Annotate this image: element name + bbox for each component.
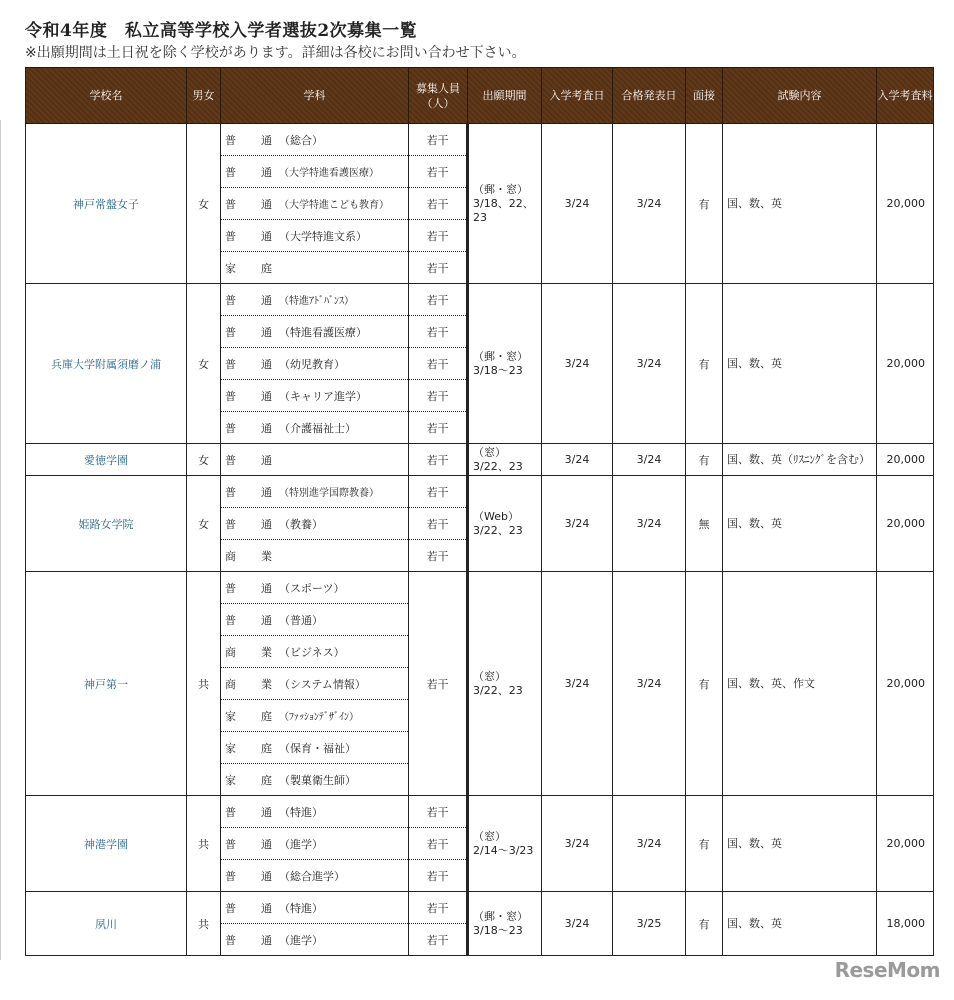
subject-course: （総合） [279,133,323,147]
exam-content: 国、数、英 [723,796,877,892]
subject-kanji: 家 [225,709,236,723]
result-date: 3/24 [613,284,686,444]
subject-course: （ﾌｧｯｼｮﾝﾃﾞｻﾞｲﾝ） [279,711,359,723]
interview: 有 [686,572,723,796]
subject [221,892,409,924]
recruit-count: 若干 [409,508,468,540]
subject-kanji: 庭 [261,261,272,275]
subject-kanji: 通 [261,613,272,627]
subject-kanji: 普 [225,133,236,147]
table-row [26,476,934,508]
subject-kanji: 通 [261,485,272,499]
subject-kanji: 家 [225,261,236,275]
subject [221,860,409,892]
application-period: （郵・窓）3/18、22、23 [468,124,542,284]
recruit-count: 若干 [409,860,468,892]
subject-course: （大学特進こども教育） [279,199,389,211]
subject-kanji: 通 [261,933,272,947]
subject [221,380,409,412]
exam-date: 3/24 [542,444,613,476]
subject-kanji: 通 [261,837,272,851]
recruit-count: 若干 [409,828,468,860]
subject-kanji: 普 [225,485,236,499]
subject [221,764,409,796]
subject-course: （システム情報） [279,677,366,691]
exam-date: 3/24 [542,476,613,572]
subject-kanji: 普 [225,805,236,819]
exam-fee: 20,000 [877,444,934,476]
subject-kanji: 通 [261,357,272,371]
interview: 有 [686,892,723,956]
subject [221,284,409,316]
recruitment-table [25,67,934,956]
exam-content: 国、数、英 [723,892,877,956]
subject-course: （特進看護医療） [279,325,367,339]
exam-content: 国、数、英 [723,284,877,444]
recruit-count: 若干 [409,380,468,412]
subject-course: （製菓衛生師） [279,773,356,787]
subject-kanji: 通 [261,133,272,147]
subject [221,572,409,604]
gender: 女 [187,284,221,444]
school-name: 兵庫大学附属須磨ノ浦 [26,284,187,444]
subject-kanji: 通 [261,421,272,435]
gender: 共 [187,572,221,796]
subject [221,636,409,668]
interview: 無 [686,476,723,572]
subject [221,828,409,860]
exam-date: 3/24 [542,124,613,284]
exam-fee: 20,000 [877,572,934,796]
page-note: ※出願期間は土日祝を除く学校があります。詳細は各校にお問い合わせ下さい。 [25,45,526,61]
application-period: （窓）2/14〜3/23 [468,796,542,892]
subject-course: （普通） [279,613,323,627]
table-row [26,444,934,476]
table-row [26,572,934,604]
subject-kanji: 通 [261,517,272,531]
table-header [26,68,934,124]
subject [221,444,409,476]
subject [221,540,409,572]
subject-kanji: 通 [261,869,272,883]
header-recruit: 募集人員（人） [409,68,468,124]
subject-course: （特別進学国際教養） [279,487,379,499]
exam-fee: 20,000 [877,476,934,572]
subject-kanji: 普 [225,357,236,371]
subject-kanji: 業 [261,677,272,691]
subject [221,188,409,220]
subject-course: （スポーツ） [279,581,345,595]
subject [221,924,409,956]
subject [221,476,409,508]
table-row [26,124,934,156]
interview: 有 [686,796,723,892]
header-fee: 入学考査料 [877,68,934,124]
recruit-count: 若干 [409,124,468,156]
subject-kanji: 通 [261,389,272,403]
subject [221,508,409,540]
subject-kanji: 商 [225,677,236,691]
subject-course: （保育・福祉） [279,741,356,755]
subject [221,124,409,156]
recruit-count: 若干 [409,348,468,380]
header-subject: 学科 [221,68,409,124]
recruit-count: 若干 [409,892,468,924]
header-gender: 男女 [187,68,221,124]
recruit-count: 若干 [409,188,468,220]
header-interview: 面接 [686,68,723,124]
exam-content: 国、数、英、作文 [723,572,877,796]
subject [221,796,409,828]
subject [221,252,409,284]
exam-content: 国、数、英（ﾘｽﾆﾝｸﾞを含む） [723,444,877,476]
subject-kanji: 業 [261,645,272,659]
subject-kanji: 普 [225,901,236,915]
subject-kanji: 通 [261,325,272,339]
recruit-count: 若干 [409,572,468,796]
subject-kanji: 普 [225,613,236,627]
subject-course: （特進） [279,901,323,915]
subject-course: （ビジネス） [279,645,345,659]
subject-course: （特進ｱﾄﾞﾊﾞﾝｽ） [279,295,354,307]
result-date: 3/24 [613,796,686,892]
subject-kanji: 普 [225,869,236,883]
school-name: 夙川 [26,892,187,956]
subject-course: （幼児教育） [279,357,345,371]
subject-kanji: 通 [261,581,272,595]
interview: 有 [686,284,723,444]
exam-fee: 18,000 [877,892,934,956]
subject-kanji: 庭 [261,773,272,787]
subject [221,668,409,700]
exam-content: 国、数、英 [723,476,877,572]
gender: 女 [187,124,221,284]
subject-kanji: 普 [225,933,236,947]
table-row [26,892,934,924]
subject [221,220,409,252]
resemom-logo: ReseMom [834,958,940,982]
recruit-count: 若干 [409,252,468,284]
result-date: 3/24 [613,444,686,476]
interview: 有 [686,444,723,476]
result-date: 3/24 [613,476,686,572]
gender: 共 [187,892,221,956]
header-period: 出願期間 [468,68,542,124]
table-row [26,796,934,828]
subject-course: （キャリア進学） [279,389,367,403]
subject-kanji: 普 [225,325,236,339]
subject-kanji: 業 [261,549,272,563]
subject-kanji: 普 [225,517,236,531]
exam-date: 3/24 [542,796,613,892]
interview: 有 [686,124,723,284]
exam-content: 国、数、英 [723,124,877,284]
gender: 共 [187,796,221,892]
subject-kanji: 通 [261,229,272,243]
table-row [26,284,934,316]
result-date: 3/25 [613,892,686,956]
recruit-count: 若干 [409,284,468,316]
recruit-count: 若干 [409,540,468,572]
subject-kanji: 通 [261,805,272,819]
subject-kanji: 通 [261,293,272,307]
subject-course: （進学） [279,933,323,947]
subject-kanji: 普 [225,421,236,435]
subject-kanji: 庭 [261,741,272,755]
subject-kanji: 通 [261,165,272,179]
subject-kanji: 普 [225,837,236,851]
school-name: 神戸常盤女子 [26,124,187,284]
school-name: 愛徳学園 [26,444,187,476]
school-name: 神港学園 [26,796,187,892]
exam-date: 3/24 [542,284,613,444]
recruit-count: 若干 [409,476,468,508]
application-period: （郵・窓）3/18〜23 [468,284,542,444]
subject [221,348,409,380]
subject-kanji: 通 [261,453,272,467]
subject-kanji: 普 [225,581,236,595]
recruit-count: 若干 [409,412,468,444]
subject-kanji: 普 [225,229,236,243]
exam-fee: 20,000 [877,124,934,284]
subject [221,700,409,732]
subject [221,316,409,348]
school-name: 姫路女学院 [26,476,187,572]
recruit-count: 若干 [409,444,468,476]
header-result-date: 合格発表日 [613,68,686,124]
header-exam-date: 入学考査日 [542,68,613,124]
page-title: 令和4年度 私立高等学校入学者選抜2次募集一覧 [25,21,418,41]
gender: 女 [187,476,221,572]
recruit-count: 若干 [409,220,468,252]
subject [221,604,409,636]
application-period: （Web）3/22、23 [468,476,542,572]
subject-kanji: 家 [225,773,236,787]
application-period: （窓）3/22、23 [468,572,542,796]
subject-kanji: 普 [225,197,236,211]
subject [221,156,409,188]
school-name: 神戸第一 [26,572,187,796]
subject-kanji: 商 [225,645,236,659]
application-period: （郵・窓）3/18〜23 [468,892,542,956]
subject-course: （教養） [279,517,323,531]
subject-course: （大学特進看護医療） [279,167,379,179]
result-date: 3/24 [613,572,686,796]
header-exam-content: 試験内容 [723,68,877,124]
subject-kanji: 普 [225,389,236,403]
recruit-count: 若干 [409,924,468,956]
subject-kanji: 普 [225,453,236,467]
exam-date: 3/24 [542,892,613,956]
header-school: 学校名 [26,68,187,124]
exam-date: 3/24 [542,572,613,796]
page-edge [0,120,1,960]
subject-course: （大学特進文系） [279,229,367,243]
subject-course: （介護福祉士） [279,421,356,435]
recruit-count: 若干 [409,796,468,828]
gender: 女 [187,444,221,476]
subject [221,412,409,444]
exam-fee: 20,000 [877,796,934,892]
application-period: （窓）3/22、23 [468,444,542,476]
recruit-count: 若干 [409,156,468,188]
subject-kanji: 通 [261,901,272,915]
subject-kanji: 普 [225,293,236,307]
subject-kanji: 商 [225,549,236,563]
subject-course: （特進） [279,805,323,819]
subject-course: （総合進学） [279,869,345,883]
subject-kanji: 家 [225,741,236,755]
exam-fee: 20,000 [877,284,934,444]
subject-course: （進学） [279,837,323,851]
subject-kanji: 普 [225,165,236,179]
subject-kanji: 通 [261,197,272,211]
recruit-count: 若干 [409,316,468,348]
subject [221,732,409,764]
subject-kanji: 庭 [261,709,272,723]
result-date: 3/24 [613,124,686,284]
